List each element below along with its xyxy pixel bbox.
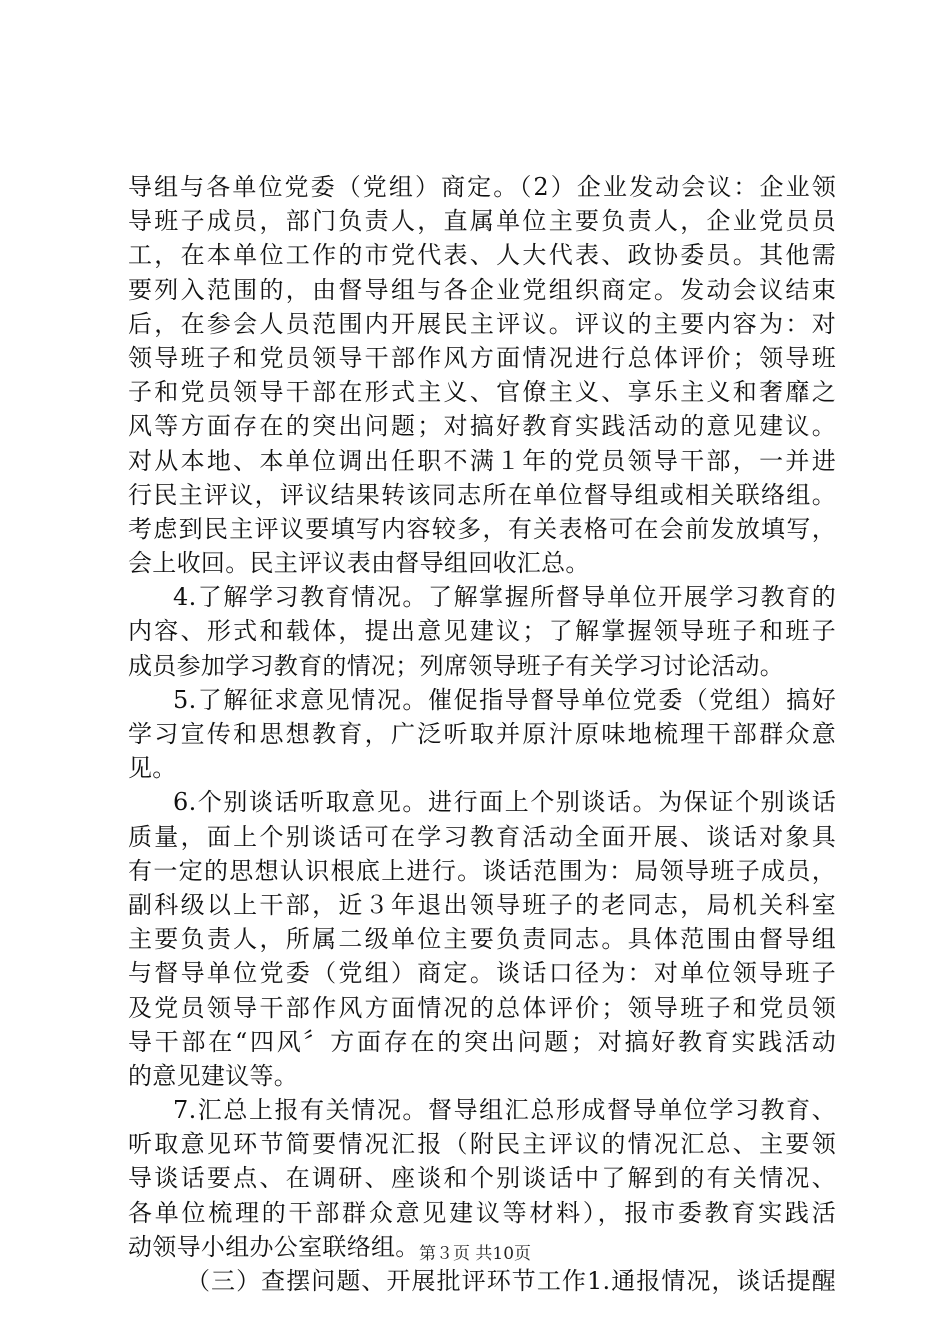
text-line: 听取意见环节简要情况汇报（附民主评议的情况汇总、主要领 xyxy=(128,1130,836,1159)
text-line: 导班子成员，部门负责人，直属单位主要负责人，企业党员员 xyxy=(128,207,836,236)
text-line: 副科级以上干部，近３年退出领导班子的老同志，局机关科室 xyxy=(128,890,836,919)
text-line: 行民主评议，评议结果转该同志所在单位督导组或相关联络组。 xyxy=(128,480,836,509)
text-line: 成员参加学习教育的情况；列席领导班子有关学习讨论活动。 xyxy=(128,651,785,680)
text-line: 及党员领导干部作风方面情况的总体评价；领导班子和党员领 xyxy=(128,993,836,1022)
text-line: 会上收回。民主评议表由督导组回收汇总。 xyxy=(128,549,590,578)
text-line: 4.了解学习教育情况。了解掌握所督导单位开展学习教育的 xyxy=(173,583,836,612)
text-line: 7.汇总上报有关情况。督导组汇总形成督导单位学习教育、 xyxy=(173,1096,836,1125)
text-line: （三）查摆问题、开展批评环节工作1.通报情况，谈话提醒 xyxy=(186,1267,836,1295)
text-line: 考虑到民主评议要填写内容较多，有关表格可在会前发放填写， xyxy=(128,514,836,543)
text-line: 风等方面存在的突出问题；对搞好教育实践活动的意见建议。 xyxy=(128,412,836,441)
text-line: 要列入范围的，由督导组与各企业党组织商定。发动会议结束 xyxy=(128,275,836,304)
text-line: 导干部在“四风〞方面存在的突出问题；对搞好教育实践活动 xyxy=(128,1027,836,1056)
text-line: 有一定的思想认识根底上进行。谈话范围为：局领导班子成员， xyxy=(128,856,836,885)
text-line: 的意见建议等。 xyxy=(128,1061,299,1090)
text-line: 与督导单位党委（党组）商定。谈话口径为：对单位领导班子 xyxy=(128,959,836,988)
page-footer: 第３页 共10页 xyxy=(418,1244,532,1264)
text-line: 5.了解征求意见情况。催促指导督导单位党委（党组）搞好 xyxy=(173,685,836,714)
text-line: 导谈话要点、在调研、座谈和个别谈话中了解到的有关情况、 xyxy=(128,1164,836,1193)
text-line: 对从本地、本单位调出任职不满１年的党员领导干部，一并进 xyxy=(128,446,836,475)
text-line: 主要负责人，所属二级单位主要负责同志。具体范围由督导组 xyxy=(128,925,836,954)
text-line: 见。 xyxy=(128,754,177,783)
text-line: 后，在参会人员范围内开展民主评议。评议的主要内容为：对 xyxy=(128,309,836,338)
text-line: 导组与各单位党委（党组）商定。（2）企业发动会议：企业领 xyxy=(128,173,836,201)
text-line: 学习宣传和思想教育，广泛听取并原汁原味地梳理干部群众意 xyxy=(128,720,836,748)
text-line: 动领导小组办公室联络组。 xyxy=(128,1232,420,1261)
text-line: 6.个别谈话听取意见。进行面上个别谈话。为保证个别谈话 xyxy=(173,788,836,817)
text-line: 领导班子和党员领导干部作风方面情况进行总体评价；领导班 xyxy=(128,343,836,372)
text-line: 质量，面上个别谈话可在学习教育活动全面开展、谈话对象具 xyxy=(128,822,836,851)
text-line: 工，在本单位工作的市党代表、人大代表、政协委员。其他需 xyxy=(128,241,836,270)
document-body xyxy=(128,170,836,1298)
text-line: 各单位梳理的干部群众意见建议等材料），报市委教育实践活 xyxy=(128,1198,836,1227)
text-line: 子和党员领导干部在形式主义、官僚主义、享乐主义和奢靡之 xyxy=(128,378,836,407)
text-line: 内容、形式和载体，提出意见建议；了解掌握领导班子和班子 xyxy=(128,617,836,646)
